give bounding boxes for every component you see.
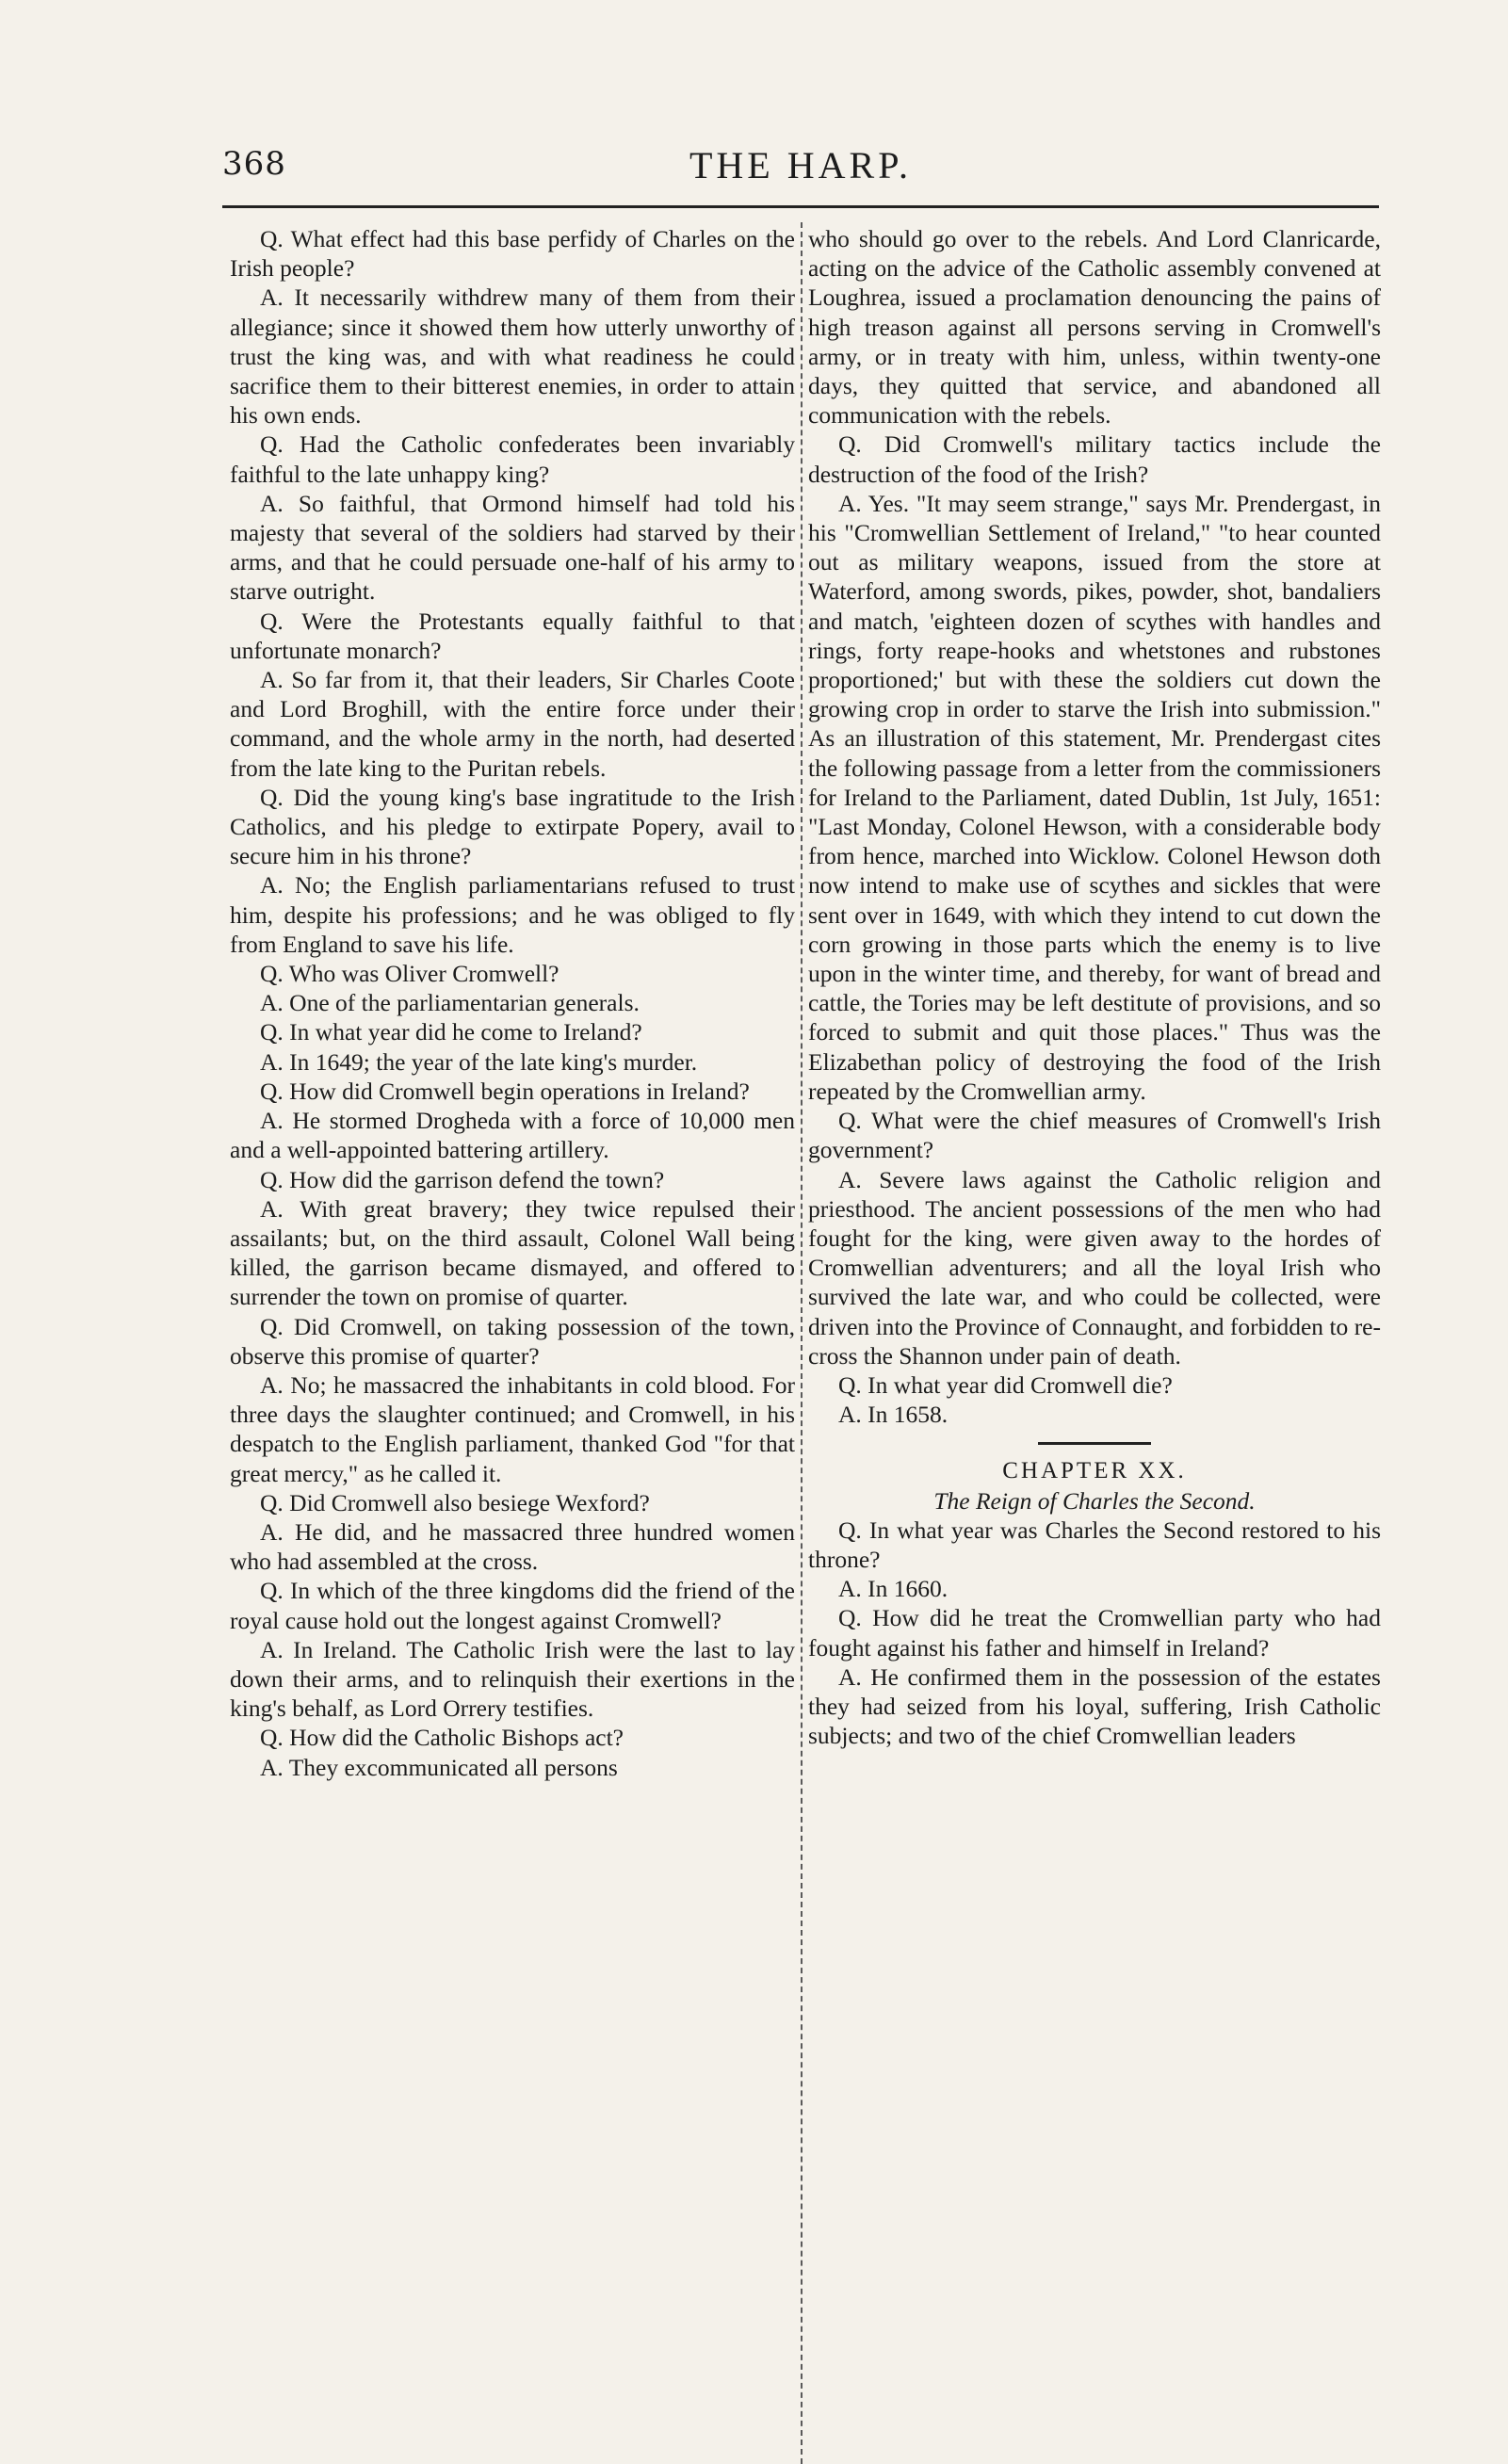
right-column	[808, 224, 1381, 1750]
right-column-top	[808, 224, 1381, 1429]
paragraph: A. He did, and he massacred three hundred women who had assembled at the cross.	[230, 1517, 795, 1576]
paragraph: A. He stormed Drogheda with a force of 10,000 men and a well-appointed battering artillery.	[230, 1107, 795, 1164]
column-divider	[801, 222, 803, 2464]
chapter-subtitle: The Reign of Charles the Second.	[933, 1486, 1256, 1515]
paragraph: Q. How did Cromwell begin operations in Ireland?	[260, 1077, 750, 1105]
paragraph: A. In 1660.	[838, 1575, 949, 1603]
paragraph: Q. In what year did he come to Ireland?	[260, 1018, 642, 1046]
paragraph: Q. In which of the three kingdoms did the friend of the royal cause hold out the longest against Cromwell?	[230, 1577, 795, 1634]
paragraph: Q. In what year did Cromwell die?	[838, 1370, 1173, 1399]
page-number: 368	[222, 145, 286, 183]
paragraph: A. No; he massacred the inhabitants in cold blood. For three days the slaughter continued; and Cromwell, in his despatch to the English parliament, thanked God "for that great mercy," as he called it.	[230, 1370, 795, 1487]
paragraph: A. In 1649; the year of the late king's murder.	[260, 1047, 698, 1076]
paragraph: A. They excommunicated all persons	[260, 1753, 618, 1781]
paragraph: who should go over to the rebels. And Lord Clanricarde, acting on the advice of the Catholic assembly convened at Loughrea, issued a proclamation denouncing the pains of high treason against all persons serving in Cromwell's army, or in treaty with him, unless, within twenty-one days, they quitted that service, and abandoned all communication with the rebels.	[808, 225, 1381, 430]
paragraph: Q. Did Cromwell also besiege Wexford?	[260, 1488, 650, 1516]
paragraph: A. He confirmed them in the possession of the estates they had seized from his loyal, suffering, Irish Catholic subjects; and two of the chief Cromwellian leaders	[808, 1662, 1381, 1750]
right-column-bottom	[808, 1516, 1381, 1751]
chapter-heading: CHAPTER XX.	[1002, 1458, 1187, 1484]
paragraph: A. No; the English parliamentarians refused to trust him, despite his professions; and he was obliged to fly from England to save his life.	[230, 871, 795, 958]
paragraph: A. So far from it, that their leaders, Sir Charles Coote and Lord Broghill, with the entire force under their command, and the whole army in the north, had deserted from the late king to the Puritan rebels.	[230, 666, 795, 782]
page-title: THE HARP.	[689, 144, 913, 186]
paragraph: Q. How did the garrison defend the town?	[260, 1165, 665, 1193]
paragraph: Q. How did he treat the Cromwellian party who had fought against his father and himself in Ireland?	[808, 1604, 1381, 1662]
paragraph: Q. Who was Oliver Cromwell?	[260, 960, 559, 988]
header-rule	[222, 205, 1379, 208]
left-column	[230, 224, 795, 1782]
paragraph: Q. Were the Protestants equally faithful to that unfortunate monarch?	[230, 607, 795, 664]
paragraph: A. It necessarily withdrew many of them from their allegiance; since it showed them how utterly unworthy of trust the king was, and with what readiness he could sacrifice them to their bitterest enemies, in order to attain his own ends.	[230, 284, 795, 430]
paragraph: Q. Did the young king's base ingratitude to the Irish Catholics, and his pledge to extirpate Popery, avail to secure him in his throne?	[230, 783, 795, 870]
paragraph: Q. In what year was Charles the Second restored to his throne?	[808, 1516, 1381, 1573]
paragraph: Q. Had the Catholic confederates been invariably faithful to the late unhappy king?	[230, 430, 795, 488]
paragraph: A. So faithful, that Ormond himself had told his majesty that several of the soldiers had starved by their arms, and that he could persuade one-half of his army to starve outright.	[230, 489, 795, 606]
chapter-rule	[1038, 1442, 1151, 1445]
paragraph: A. Yes. "It may seem strange," says Mr. Prendergast, in his "Cromwellian Settlement of Ireland," "to hear counted out as military weapons, issued from the store at Waterford, among swords, pikes, powder, shot, bandaliers and match, 'eighteen dozen of scythes with handles and rings, forty reape-hooks and whetstones and rubstones proportioned;' but with these the soldiers cut down the growing crop in order to starve the Irish into submission." As an illustration of this statement, Mr. Prendergast cites the following passage from a letter from the commissioners for Ireland to the Parliament, dated Dublin, 1st July, 1651: "Last Monday, Colonel Hewson, with a considerable body from hence, marched into Wicklow. Colonel Hewson doth now intend to make use of scythes and sickles that were sent over in 1649, with which they intend to cut down the corn growing in those parts which the enemy is to live upon in the winter time, and thereby, for want of bread and cattle, the Tories may be left destitute of provisions, and so forced to submit and quit those places." Thus was the Elizabethan policy of destroying the food of the Irish repeated by the Cromwellian army.	[808, 489, 1381, 1105]
paragraph: A. Severe laws against the Catholic religion and priesthood. The ancient possessions of the men who had fought for the king, were given away to the hordes of Cromwellian adventurers; and all the loyal Irish who survived the late war, and who could be collected, were driven into the Province of Connaught, and forbidden to re-cross the Shannon under pain of death.	[808, 1165, 1381, 1370]
paragraph: Q. What effect had this base perfidy of Charles on the Irish people?	[230, 225, 795, 283]
paragraph: A. With great bravery; they twice repulsed their assailants; but, on the third assault, Colonel Wall being killed, the garrison became dismayed, and offered to surrender the town on promise of quarter.	[230, 1194, 795, 1311]
paragraph: Q. Did Cromwell's military tactics include the destruction of the food of the Irish?	[808, 430, 1381, 488]
paragraph: A. In Ireland. The Catholic Irish were the last to lay down their arms, and to relinquish their exertions in the king's behalf, as Lord Orrery testifies.	[230, 1635, 795, 1723]
paragraph: A. In 1658.	[838, 1401, 949, 1429]
paragraph: Q. What were the chief measures of Cromwell's Irish government?	[808, 1107, 1381, 1164]
page-header	[222, 139, 1379, 198]
paragraph: A. One of the parliamentarian generals.	[260, 989, 640, 1017]
paragraph: Q. How did the Catholic Bishops act?	[260, 1724, 624, 1752]
paragraph: Q. Did Cromwell, on taking possession of the town, observe this promise of quarter?	[230, 1312, 795, 1370]
